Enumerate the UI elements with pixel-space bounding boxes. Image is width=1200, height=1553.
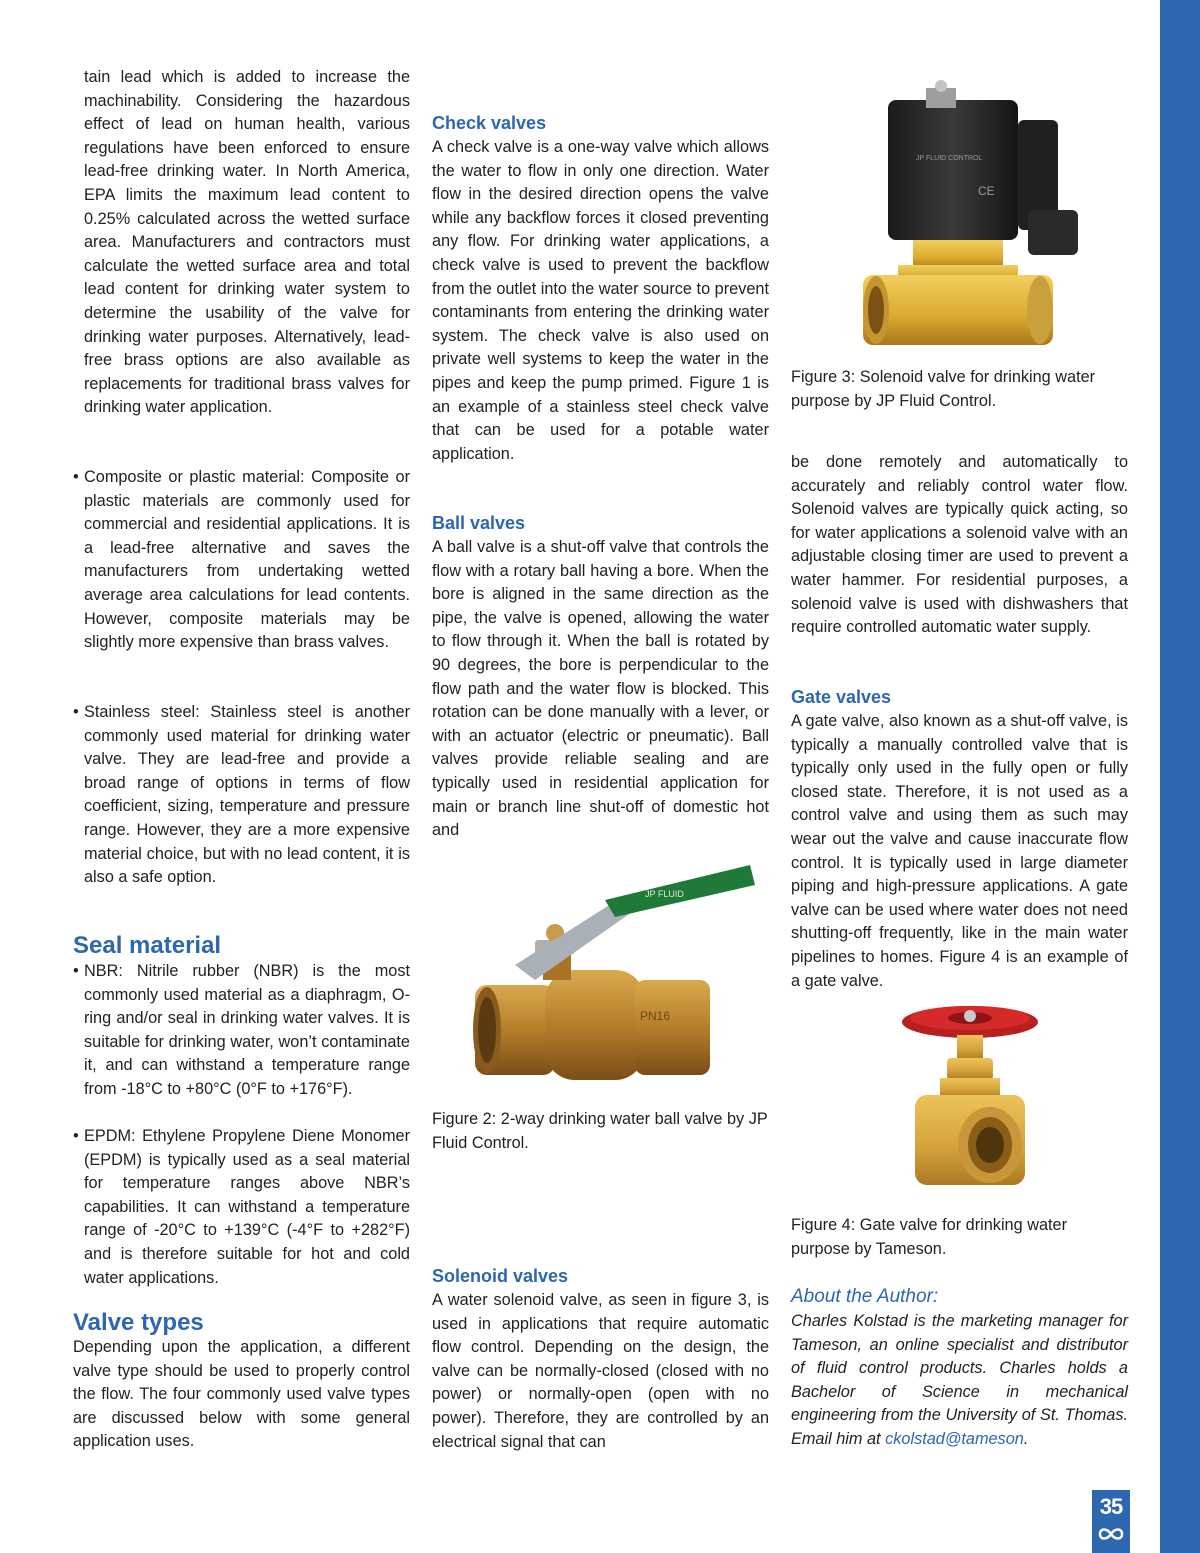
page-number: 35 — [1099, 1494, 1123, 1519]
solenoid-valves-paragraph: A water solenoid valve, as seen in figure 3, is used in applications that require automatic flow control. Depending on the design, the valve can be normally-closed (closed with no power) or normally-open (open with no power). Therefore, they are controlled by an electrical signal that can — [432, 1291, 769, 1451]
check-valves-paragraph: A check valve is a one-way valve which allows the water to flow in only one direction. Water flow in the desired direction opens the valve while any backflow forces it closed preventing any flow. For drinking water applications, a check valve is used to prevent the backflow from the outlet into the water source to prevent contaminants from entering the drinking water system. The check valve is also used on private well systems to keep the water in the pipes and keep the pump primed. Figure 1 is an example of a stainless steel check valve that can be used for a potable water application. — [432, 138, 769, 463]
about-author-heading: About the Author: — [791, 1286, 939, 1307]
figure-4-gate-valve-image — [895, 1000, 1055, 1200]
epdm-bullet: • EPDM: Ethylene Propylene Diene Monomer (EPDM) is typically used as a seal material for temperature ranges above NBR’s capabilities. It can withstand a temperature range of -20°C to +139°C (-4°F to +282°F) and is therefore suitable for hot and cold water applications. — [73, 1125, 410, 1290]
valve-types-heading: Valve types — [73, 1309, 204, 1336]
brass-continuation-paragraph: tain lead which is added to increase the machinability. Considering the hazardous effect of lead on human health, various regulations have been enforced to ensure lead-free drinking water. In North America, EPA limits the maximum lead content to 0.25% calculated across the wetted surface area. Manufacturers and contractors must calculate the wetted surface area and total lead content for drinking water system to determine the usability of the valve for drinking water purposes. Alternatively, lead-free brass options are also available as replacements for traditional brass valves for drinking water application. — [84, 68, 410, 417]
ball-valves-paragraph: A ball valve is a shut-off valve that controls the flow with a rotary ball having a bore. When the bore is aligned in the same direction as the pipe, the valve is opened, allowing the water to flow through it. When the ball is rotated by 90 degrees, the bore is perpendicular to the flow path and the water flow is blocked. This rotation can be done manually with a lever, or with an actuator (electric or pneumatic). Ball valves provide reliable sealing and are typically used in residential application for main or branch line shut-off of domestic hot and — [432, 538, 769, 840]
svg-text:JP FLUID CONTROL: JP FLUID CONTROL — [916, 155, 983, 162]
svg-text:JP FLUID: JP FLUID — [645, 889, 684, 899]
figure-2-caption: Figure 2: 2-way drinking water ball valve by JP Fluid Control. — [432, 1110, 768, 1152]
stainless-bullet: • Stainless steel: Stainless steel is another commonly used material for drinking water valve. They are lead-free and provide a broad range of options in terms of flow coefficient, sizing, temperature and pressure range. However, they are a more expensive material choice, but with no lead content, it is also a safe option. — [73, 701, 410, 890]
figure-3-solenoid-valve-image — [858, 80, 1128, 360]
author-bio — [791, 1310, 1128, 1452]
figure-3-caption: Figure 3: Solenoid valve for drinking water purpose by JP Fluid Control. — [791, 368, 1096, 410]
figure-2-ball-valve-image — [465, 855, 765, 1095]
composite-bullet: • Composite or plastic material: Composite or plastic materials are commonly used for commercial and residential applications. It is a lead-free alternative and saves the manufacturers from undertaking wetted average area calculations for lead contents. However, composite materials may be slightly more expensive than brass valves. — [73, 466, 410, 655]
svg-text:PN16: PN16 — [640, 1009, 671, 1023]
author-bio-text: Charles Kolstad is the marketing manager for Tameson, an online specialist and distributor of fluid control products. Charles holds a Bachelor of Science in mechanical engineering from the University of St. Thomas. Email him at — [791, 1312, 1128, 1448]
infinity-logo-icon — [1096, 1524, 1126, 1544]
gate-valves-paragraph: A gate valve, also known as a shut-off valve, is typically a manually controlled valve that is typically only used in the fully open or fully closed state. Therefore, it is not used as a control valve and using them as such may wear out the valve and cause inaccurate flow control. It is typically used in large diameter piping and high-pressure applications. A gate valve can be used where water does not need shutting-off frequently, like in the main water pipelines to homes. Figure 4 is an example of a gate valve. — [791, 712, 1128, 990]
nbr-bullet: • NBR: Nitrile rubber (NBR) is the most commonly used material as a diaphragm, O-ring and/or seal in drinking water valves. It is suitable for drinking water, won’t contaminate it, and can withstand a temperature range from -18°C to +80°C (0°F to +176°F). — [73, 960, 410, 1102]
check-valves-heading: Check valves — [432, 113, 547, 133]
author-bio-end: . — [1023, 1429, 1029, 1448]
svg-text:CE: CE — [978, 184, 995, 198]
valve-types-paragraph: Depending upon the application, a different valve type should be used to properly control the flow. The four commonly used valve types are discussed below with some general application uses. — [73, 1338, 410, 1451]
page-sidebar-band — [1160, 0, 1200, 1553]
ball-valves-heading: Ball valves — [432, 513, 526, 533]
gate-valves-heading: Gate valves — [791, 687, 892, 707]
figure-4-caption: Figure 4: Gate valve for drinking water purpose by Tameson. — [791, 1216, 1068, 1258]
seal-material-heading: Seal material — [73, 932, 222, 959]
author-email-link[interactable]: ckolstad@tameson — [885, 1429, 1024, 1448]
solenoid-valves-heading: Solenoid valves — [432, 1266, 569, 1286]
solenoid-continuation-paragraph: be done remotely and automatically to accurately and reliably control water flow. Solenoid valves are typically quick acting, so for water applications a solenoid valve with an adjustable closing timer are used to prevent a water hammer. For residential purposes, a solenoid valve is used with dishwashers that require controlled automatic water supply. — [791, 453, 1128, 637]
